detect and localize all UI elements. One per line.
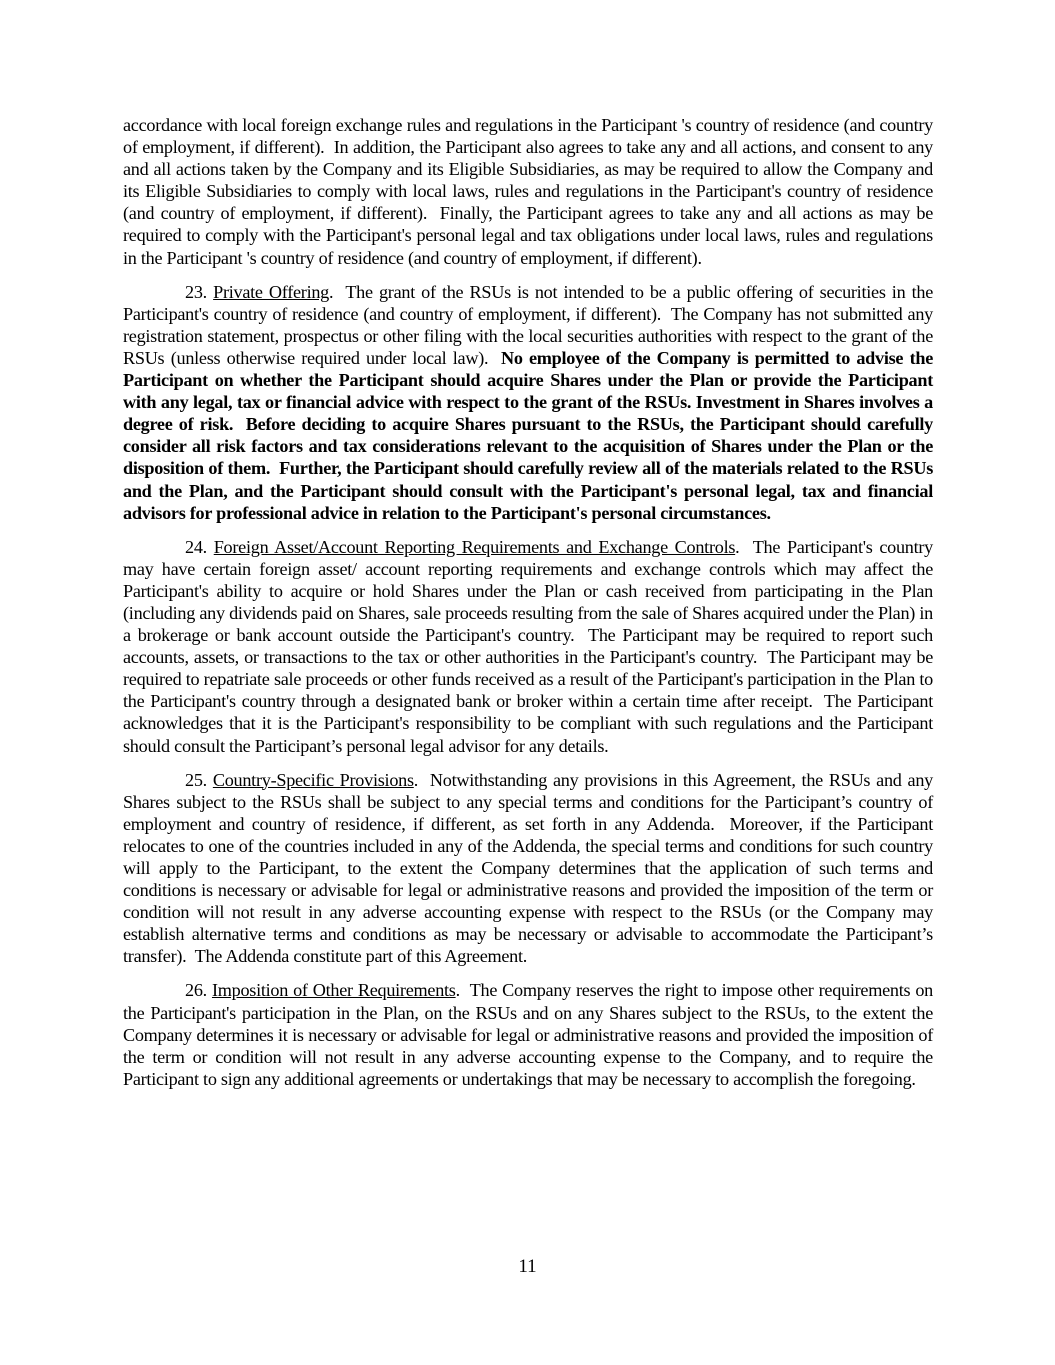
section-number: 26. — [185, 980, 212, 1001]
paragraph-26-imposition-of-other-requirements — [123, 979, 933, 1089]
paragraph-24-foreign-asset-reporting — [123, 536, 933, 757]
section-number: 23. — [185, 281, 214, 302]
paragraph-text: Notwithstanding any provisions in this Agreement, the RSUs and any Shares subject to the RSUs shall be subject to any special terms and conditions for the Participant’s country of employment and country of residence, if different, as set forth in any Addenda. Moreover, if the Participant relocates to one of the countries included in any of the Addenda, the special terms and conditions for such country will apply to the Participant, to the extent the Company determines that the application of such terms and conditions is necessary or advisable for legal or administrative reasons and provided the imposition of the term or condition will not result in any adverse accounting expense with respect to the RSUs (or the Company may establish alternative terms and conditions as may be necessary or advisable to accommodate the Participant’s transfer). The Addenda constitute part of this Agreement. — [123, 769, 933, 967]
bold-warning-text: No employee of the Company is permitted to advise the Participant on whether the Participant should acquire Shares under the Plan or provide the Participant with any legal, tax or financial advice with respect to the grant of the RSUs. Investment in Shares involves a degree of risk. Before deciding to acquire Shares pursuant to the RSUs, the Participant should carefully consider all risk factors and tax considerations relevant to the acquisition of Shares under the Plan or the disposition of them. Further, the Participant should carefully review all of the materials related to the RSUs and the Plan, and the Participant should consult with the Participant's personal legal, tax and financial advisors for professional advice in relation to the Participant's personal circumstances. — [123, 347, 934, 523]
section-heading: Foreign Asset/Account Reporting Requirements and Exchange Controls — [213, 536, 736, 557]
heading-separator: . — [455, 980, 470, 1001]
section-heading: Imposition of Other Requirements — [211, 980, 456, 1001]
section-number: 24. — [185, 536, 214, 557]
section-heading: Country-Specific Provisions — [212, 769, 414, 790]
paragraph-text: The grant of the RSUs is not intended to be a public offering of securities in the Participant's country of residence (and country of employment, if different). The Company has not submitted any registration statement, prospectus or other filing with the local securities authorities with respect to the grant of the RSUs (unless otherwise required under local law). — [123, 281, 933, 368]
section-number: 25. — [185, 769, 213, 790]
paragraph-23-private-offering — [123, 281, 933, 524]
paragraph-continuation — [123, 114, 933, 269]
page-number: 11 — [518, 1256, 537, 1277]
paragraph-text: The Company reserves the right to impose other requirements on the Participant's participation in the Plan, on the RSUs and on any Shares subject to the RSUs, to the extent the Company determines it is necessary or advisable for legal or administrative reasons and provided the imposition of the term or condition will not result in any adverse accounting expense to the Company, and to require the Participant to sign any additional agreements or undertakings that may be necessary to accomplish the foregoing. — [123, 980, 933, 1089]
heading-separator: . — [413, 769, 430, 790]
paragraph-text: The Participant's country may have certain foreign asset/ account reporting requirements and exchange controls which may affect the Participant's ability to acquire or hold Shares under the Plan or cash received from participating in the Plan (including any dividends paid on Shares, sale proceeds resulting from the sale of Shares acquired under the Plan) in a brokerage or bank account outside the Participant's country. The Participant may be required to report such accounts, assets, or transactions to the tax or other authorities in the Participant's country. The Participant may be required to repatriate sale proceeds or other funds received as a result of the Participant's participation in the Plan to the Participant's country through a designated bank or broker within a certain time after receipt. The Participant acknowledges that it is the Participant's responsibility to be compliant with such regulations and the Participant should consult the Participant’s personal legal advisor for any details. — [123, 536, 933, 756]
heading-separator: . — [329, 281, 346, 302]
document-body — [123, 114, 933, 1102]
heading-separator: . — [735, 536, 753, 557]
section-heading: Private Offering — [213, 281, 330, 302]
paragraph-text: accordance with local foreign exchange rules and regulations in the Participant 's country of residence (and country of employment, if different). In addition, the Participant also agrees to take any and all actions, and consent to any and all actions taken by the Company and its Eligible Subsidiaries, as may be required to allow the Company and its Eligible Subsidiaries to comply with local laws, rules and regulations in the Participant's country of residence (and country of employment, if different). Finally, the Participant agrees to take any and all actions as may be required to comply with the Participant's personal legal and tax obligations under local laws, rules and regulations in the Participant 's country of residence (and country of employment, if different). — [123, 115, 933, 268]
paragraph-25-country-specific-provisions — [123, 769, 933, 968]
